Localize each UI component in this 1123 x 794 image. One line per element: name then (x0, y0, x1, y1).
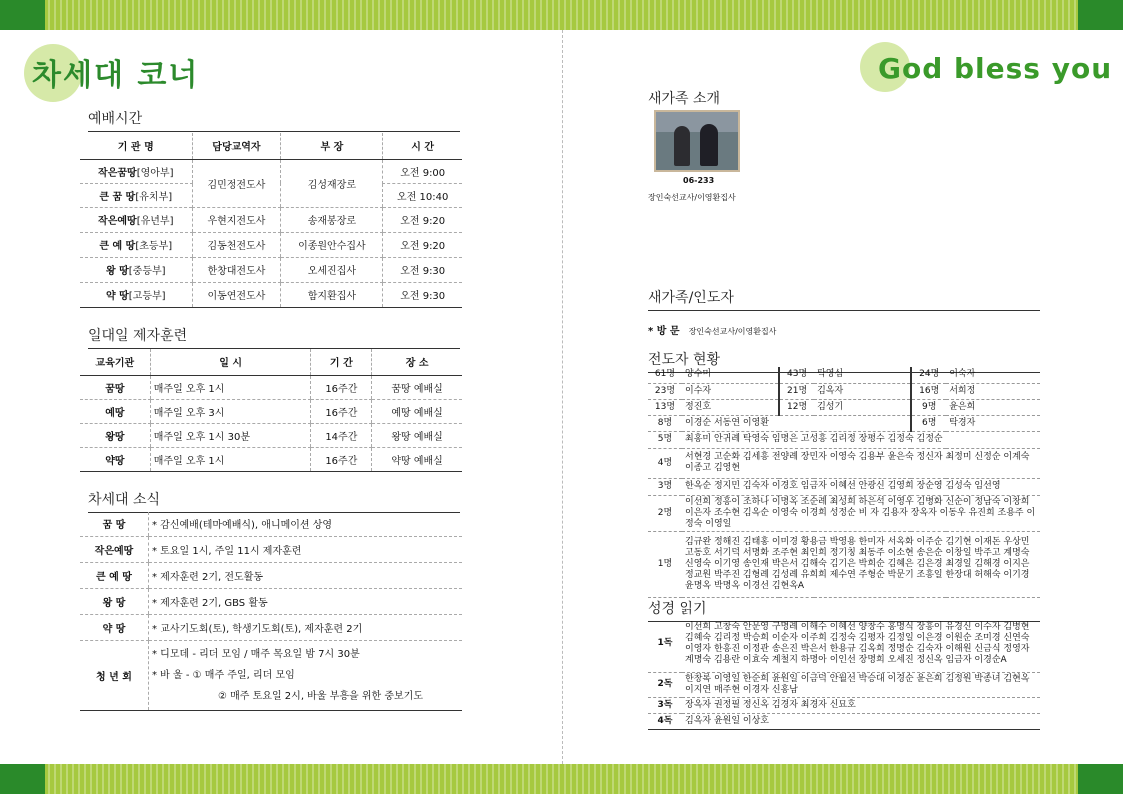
news-text: * 제자훈련 2기, 전도활동 (149, 562, 463, 588)
dept-sub: [중등부] (128, 266, 166, 277)
table-row (80, 536, 462, 562)
time-cell: 오전 9:30 (383, 257, 462, 282)
worship-heading: 예배시간 (88, 108, 460, 132)
count-cell: 24명 (911, 367, 946, 383)
count-cell: 23명 (648, 383, 682, 399)
time-cell: 오전 9:20 (383, 232, 462, 257)
org-cell: 왕땅 (80, 423, 150, 447)
newfamily-photo (654, 110, 740, 172)
bottom-band (0, 764, 1123, 794)
person-figure (700, 124, 718, 166)
training-table (80, 349, 462, 472)
period-cell: 16주간 (311, 399, 372, 423)
time-cell: 오전 9:20 (383, 207, 462, 232)
table-row (80, 232, 462, 257)
worship-col-time: 시 간 (383, 133, 462, 159)
count-cell: 4명 (648, 448, 682, 478)
table-row (80, 399, 462, 423)
person-figure (674, 126, 690, 166)
table-row (80, 375, 462, 399)
training-heading: 일대일 제자훈련 (88, 325, 460, 349)
dept-name: 큰 꿈 땅 (99, 191, 136, 203)
name-cell: 이선희 정흥이 조하나 이명옥 조순례 최성희 하은석 이영우 김병화 신순이 정남숙 이창희 이은자 조수현 김옥순 이영숙 이경희 성정순 비 자 김용자 장옥자 이동우 유진희 조용주 이정숙 이영일 (682, 495, 1040, 531)
table-row (80, 512, 462, 536)
read-count: 1독 (648, 616, 682, 672)
table-row (648, 367, 1040, 383)
place-cell: 왕땅 예배실 (372, 423, 462, 447)
training-header-row (80, 349, 462, 375)
news-section (88, 489, 460, 513)
name-cell: 서현경 고순화 김세흥 전양례 장민자 이영숙 김용부 윤은숙 정신자 최정미 신정순 이계숙 이종고 김영현 (682, 448, 1040, 478)
head-cell: 송재봉장로 (281, 207, 383, 232)
name-cell: 윤은희 (946, 399, 1040, 415)
pastor-cell: 우현지전도사 (192, 207, 281, 232)
visit-label: * 방 문 (648, 326, 680, 337)
table-row (648, 531, 1040, 597)
when-cell: 매주일 오후 1시 30분 (150, 423, 311, 447)
table-row (648, 495, 1040, 531)
count-cell: 2명 (648, 495, 682, 531)
count-cell: 6명 (911, 415, 946, 431)
worship-table (80, 133, 462, 308)
dept-sub: [유치부] (135, 191, 173, 203)
news-text: * 토요일 1시, 주일 11시 제자훈련 (149, 536, 463, 562)
name-cell: 서희정 (946, 383, 1040, 399)
table-row (648, 383, 1040, 399)
place-cell: 꿈땅 예배실 (372, 375, 462, 399)
news-label: 큰 예 땅 (80, 562, 149, 588)
news-table (80, 512, 462, 711)
head-cell: 김성재장로 (281, 159, 383, 207)
training-section (88, 325, 460, 349)
pastor-cell: 김민정전도사 (192, 159, 281, 207)
visit-line (648, 322, 776, 337)
place-cell: 약땅 예배실 (372, 447, 462, 471)
table-row (648, 672, 1040, 697)
worship-col-pastor: 담당교역자 (192, 133, 281, 159)
count-cell: 3명 (648, 478, 682, 495)
dept-sub: [영아부] (136, 167, 174, 179)
name-cell: 한옥순 정지민 김숙자 이경호 임금자 이혜선 안광신 김영희 장순영 김성숙 임선영 (682, 478, 1040, 495)
table-row (648, 415, 1040, 431)
table-row (648, 448, 1040, 478)
pastor-cell: 이동연전도사 (192, 282, 281, 307)
name-cell: 양수미 (682, 367, 779, 383)
name-cell: 이선희 고창숙 안문영 구명례 이해수 이혜선 양창수 홍명식 장흥이 유경신 이수자 김병현 김혜숙 김리정 박승희 이순자 이주희 김정숙 김평자 김정일 이은경 이원순 조미경 신연숙 이영자 한흥진 이정관 송은진 박은서 한용규 김옥희 정명순 김숙자 이해원 신금식 정영자 계명숙 김용란 이효숙 계철지 하명아 이인선 장명희 오세진 정신옥 임금자 이경순A (682, 616, 1040, 672)
table-row (80, 588, 462, 614)
when-cell: 매주일 오후 3시 (150, 399, 311, 423)
dept-sub: [초등부] (135, 241, 173, 252)
news-label: 왕 땅 (80, 588, 149, 614)
bottom-right-corner (1078, 764, 1123, 794)
read-count: 4독 (648, 713, 682, 729)
youth-line-3: ② 매주 토요일 2시, 바울 부흥을 위한 중보기도 (218, 690, 423, 702)
guide-heading: 새가족/인도자 (648, 287, 1040, 311)
org-cell: 꿈땅 (80, 375, 150, 399)
top-left-corner (0, 0, 45, 30)
news-label: 꿈 땅 (80, 512, 149, 536)
news-label: 약 땅 (80, 614, 149, 640)
page-title-right: God bless you (878, 52, 1113, 85)
newfamily-names: 장인숙선교사/이영환집사 (648, 193, 736, 202)
head-cell: 오세진집사 (281, 257, 383, 282)
table-row (648, 616, 1040, 672)
top-right-corner (1078, 0, 1123, 30)
training-col-place: 장 소 (372, 349, 462, 375)
name-cell: 김옥자 (814, 383, 911, 399)
table-row (80, 423, 462, 447)
news-text: * 교사기도회(토), 학생기도회(토), 제자훈련 2기 (149, 614, 463, 640)
read-count: 3독 (648, 697, 682, 713)
when-cell: 매주일 오후 1시 (150, 375, 311, 399)
period-cell: 16주간 (311, 375, 372, 399)
name-cell: 탁경자 (946, 415, 1040, 431)
dept-sub: [유년부] (136, 216, 174, 227)
newfamily-heading: 새가족 소개 (648, 91, 721, 107)
page-divider (562, 30, 563, 764)
evangelism-table (648, 367, 1040, 598)
name-cell: 정진호 (682, 399, 779, 415)
youth-line-2: * 바 울 - ① 매주 주일, 리더 모임 (152, 669, 295, 681)
name-cell: 한창록 이영일 한순희 윤원일 이금덕 안월선 박승대 이경순 윤은희 김정원 박종녀 김현옥 이지연 매주현 이경자 신홍남 (682, 672, 1040, 697)
time-cell: 오전 9:30 (383, 282, 462, 307)
pastor-cell: 김동천전도사 (192, 232, 281, 257)
head-cell: 함지환집사 (281, 282, 383, 307)
when-cell: 매주일 오후 1시 (150, 447, 311, 471)
table-row (80, 447, 462, 471)
news-text: * 제자훈련 2기, GBS 활동 (149, 588, 463, 614)
name-cell: 최홍미 안귀례 탁영숙 임명은 고성흥 김리정 장평수 김정숙 김정순 (682, 431, 1040, 448)
training-col-period: 기 간 (311, 349, 372, 375)
table-row (80, 257, 462, 282)
table-row (80, 562, 462, 588)
count-cell: 13명 (648, 399, 682, 415)
read-count: 2독 (648, 672, 682, 697)
dept-name: 큰 예 땅 (99, 241, 136, 252)
table-row (80, 614, 462, 640)
training-col-when: 일 시 (150, 349, 311, 375)
count-cell: 9명 (911, 399, 946, 415)
worship-col-head: 부 장 (281, 133, 383, 159)
count-cell: 1명 (648, 531, 682, 597)
table-row (648, 713, 1040, 729)
worship-header-row (80, 133, 462, 159)
bottom-left-corner (0, 764, 45, 794)
count-cell: 43명 (779, 367, 814, 383)
evangelism-heading: 전도자 현황 (648, 349, 1040, 373)
dept-name: 작은꿈땅 (98, 167, 137, 179)
place-cell: 예땅 예배실 (372, 399, 462, 423)
period-cell: 16주간 (311, 447, 372, 471)
count-cell: 8명 (648, 415, 682, 431)
guide-section (648, 287, 1040, 311)
table-row (80, 640, 462, 710)
bible-table (648, 616, 1040, 730)
worship-section (88, 108, 460, 132)
name-cell: 이숙자 (946, 367, 1040, 383)
youth-line-1: * 디모데 - 리더 모임 / 매주 목요일 밤 7시 30분 (152, 648, 360, 660)
name-cell: 장옥자 권정필 정신옥 김경자 최경자 신묘호 (682, 697, 1040, 713)
count-cell: 12명 (779, 399, 814, 415)
dept-name: 왕 땅 (105, 266, 129, 277)
training-col-org: 교육기관 (80, 349, 150, 375)
table-row (80, 207, 462, 232)
news-text: * 감신예배(테마예배식), 애니메이션 상영 (149, 512, 463, 536)
youth-label: 청 년 회 (80, 640, 149, 710)
worship-col-dept: 기 관 명 (80, 133, 192, 159)
table-row (648, 478, 1040, 495)
time-cell: 오전 9:00 (383, 159, 462, 183)
pastor-cell: 한창대전도사 (192, 257, 281, 282)
count-cell: 5명 (648, 431, 682, 448)
news-label: 작은예땅 (80, 536, 149, 562)
period-cell: 14주간 (311, 423, 372, 447)
top-band (0, 0, 1123, 30)
table-row (80, 159, 462, 183)
table-row (648, 399, 1040, 415)
table-row (648, 697, 1040, 713)
name-cell: 탁영심 (814, 367, 911, 383)
dept-name: 작은예땅 (98, 216, 137, 227)
dept-name: 약 땅 (105, 291, 129, 302)
visit-names: 장인숙선교사/이영환집사 (688, 327, 777, 336)
dept-sub: [고등부] (128, 291, 166, 302)
name-cell: 이경순 서동연 이영환 (682, 415, 911, 431)
page-title-left: 차세대 코너 (32, 58, 200, 93)
bible-heading: 성경 읽기 (648, 598, 1040, 622)
time-cell: 오전 10:40 (383, 183, 462, 207)
photo-caption: 06-233 (683, 176, 715, 185)
name-cell: 김옥자 윤원일 이상호 (682, 713, 1040, 729)
count-cell: 21명 (779, 383, 814, 399)
table-row (80, 282, 462, 307)
org-cell: 예땅 (80, 399, 150, 423)
name-cell: 김성기 (814, 399, 911, 415)
news-heading: 차세대 소식 (88, 489, 460, 513)
count-cell: 61명 (648, 367, 682, 383)
count-cell: 16명 (911, 383, 946, 399)
head-cell: 이종원안수집사 (281, 232, 383, 257)
name-cell: 이수자 (682, 383, 779, 399)
table-row (648, 431, 1040, 448)
org-cell: 약땅 (80, 447, 150, 471)
name-cell: 김규완 정해진 김태홍 이미경 황용금 박영용 한미자 서옥화 이주순 김기현 이재돈 우상민 고동호 서기덕 서명화 조주현 최인희 정기칭 최동주 이소현 송은순 이창일 박주고 계명숙 신영숙 이기영 송인재 박은서 김해숙 김기은 박희순 김혜은 김은경 최경일 김해경 이지은 정교원 박주진 김형례 김성례 유희희 제수연 주형순 박문기 조흥일 한장대 허해숙 이기경 윤명옥 박명옥 이경선 김현옥A (682, 531, 1040, 597)
